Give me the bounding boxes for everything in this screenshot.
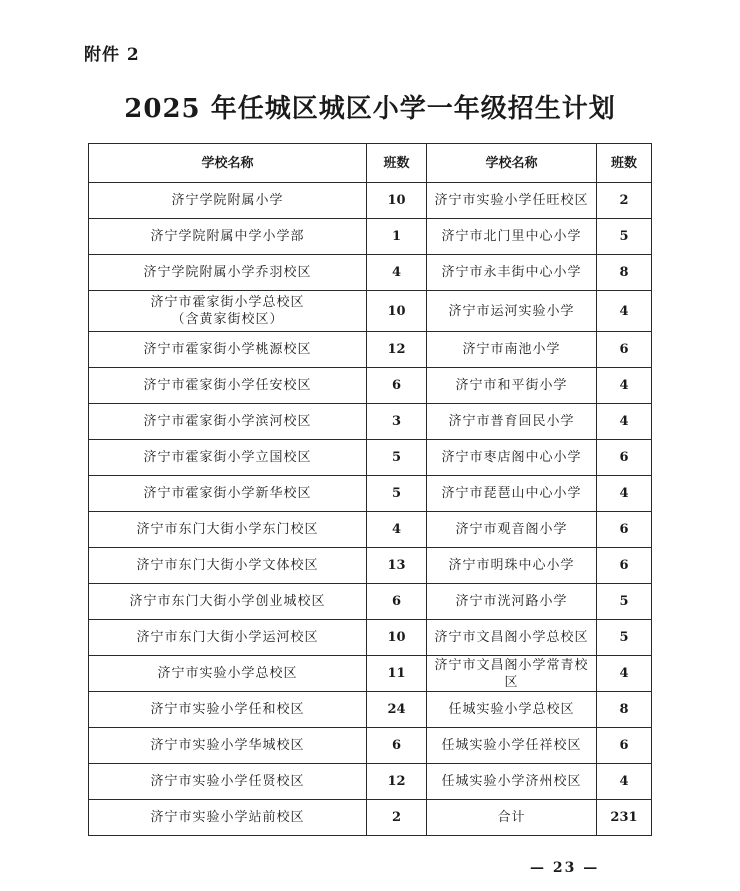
class-count-right: 5 bbox=[597, 620, 652, 656]
school-name-right: 济宁市运河实验小学 bbox=[427, 291, 597, 332]
table-row bbox=[89, 620, 652, 656]
school-name-right: 济宁市琵琶山中心小学 bbox=[427, 476, 597, 512]
school-name-left: 济宁市实验小学站前校区 bbox=[89, 800, 367, 836]
class-count-right: 231 bbox=[597, 800, 652, 836]
class-count-right: 6 bbox=[597, 440, 652, 476]
table-row bbox=[89, 219, 652, 255]
table-row bbox=[89, 332, 652, 368]
class-count-right: 8 bbox=[597, 692, 652, 728]
class-count-right: 6 bbox=[597, 332, 652, 368]
class-count-right: 6 bbox=[597, 728, 652, 764]
school-name-left: 济宁学院附属小学 bbox=[89, 183, 367, 219]
school-name-left: 济宁市霍家街小学桃源校区 bbox=[89, 332, 367, 368]
school-name-right: 济宁市明珠中心小学 bbox=[427, 548, 597, 584]
table-row bbox=[89, 476, 652, 512]
header-class-count-right: 班数 bbox=[597, 144, 652, 183]
class-count-left: 12 bbox=[367, 764, 427, 800]
class-count-right: 4 bbox=[597, 764, 652, 800]
school-name-right: 济宁市枣店阁中心小学 bbox=[427, 440, 597, 476]
class-count-right: 4 bbox=[597, 368, 652, 404]
table-row bbox=[89, 728, 652, 764]
school-name-right: 济宁市永丰街中心小学 bbox=[427, 255, 597, 291]
school-name-left: 济宁市实验小学华城校区 bbox=[89, 728, 367, 764]
school-name-right: 任城实验小学济州校区 bbox=[427, 764, 597, 800]
attachment-label: 附件 2 bbox=[84, 45, 140, 65]
school-name-right: 济宁市文昌阁小学总校区 bbox=[427, 620, 597, 656]
class-count-right: 6 bbox=[597, 548, 652, 584]
table-row bbox=[89, 291, 652, 332]
table-row bbox=[89, 368, 652, 404]
class-count-left: 1 bbox=[367, 219, 427, 255]
school-name-left: 济宁市东门大街小学东门校区 bbox=[89, 512, 367, 548]
school-name-right: 济宁市观音阁小学 bbox=[427, 512, 597, 548]
table-row bbox=[89, 183, 652, 219]
class-count-right: 4 bbox=[597, 476, 652, 512]
table-row bbox=[89, 404, 652, 440]
table-row bbox=[89, 656, 652, 692]
class-count-right: 6 bbox=[597, 512, 652, 548]
class-count-right: 4 bbox=[597, 656, 652, 692]
school-name-left: 济宁市霍家街小学新华校区 bbox=[89, 476, 367, 512]
class-count-right: 5 bbox=[597, 584, 652, 620]
school-name-right: 任城实验小学任祥校区 bbox=[427, 728, 597, 764]
school-name-right: 任城实验小学总校区 bbox=[427, 692, 597, 728]
class-count-left: 24 bbox=[367, 692, 427, 728]
school-name-left: 济宁市东门大街小学运河校区 bbox=[89, 620, 367, 656]
school-name-left: 济宁学院附属中学小学部 bbox=[89, 219, 367, 255]
table-row bbox=[89, 440, 652, 476]
table-row bbox=[89, 584, 652, 620]
class-count-left: 10 bbox=[367, 620, 427, 656]
page-title: 2025 年任城区城区小学一年级招生计划 bbox=[124, 94, 616, 124]
school-name-left: 济宁市东门大街小学文体校区 bbox=[89, 548, 367, 584]
class-count-right: 2 bbox=[597, 183, 652, 219]
table-row bbox=[89, 548, 652, 584]
class-count-left: 4 bbox=[367, 255, 427, 291]
table-row bbox=[89, 512, 652, 548]
school-name-right: 济宁市实验小学任旺校区 bbox=[427, 183, 597, 219]
class-count-left: 2 bbox=[367, 800, 427, 836]
class-count-right: 4 bbox=[597, 291, 652, 332]
enrollment-table bbox=[88, 143, 652, 836]
school-name-right: 济宁市南池小学 bbox=[427, 332, 597, 368]
school-name-left: 济宁市东门大街小学创业城校区 bbox=[89, 584, 367, 620]
class-count-left: 13 bbox=[367, 548, 427, 584]
school-name-left: 济宁市实验小学任和校区 bbox=[89, 692, 367, 728]
school-name-right: 济宁市洸河路小学 bbox=[427, 584, 597, 620]
table-row bbox=[89, 800, 652, 836]
class-count-right: 8 bbox=[597, 255, 652, 291]
school-name-left: 济宁市实验小学总校区 bbox=[89, 656, 367, 692]
class-count-left: 10 bbox=[367, 183, 427, 219]
class-count-left: 4 bbox=[367, 512, 427, 548]
class-count-left: 11 bbox=[367, 656, 427, 692]
school-name-left: 济宁市霍家街小学立国校区 bbox=[89, 440, 367, 476]
school-name-right: 济宁市和平街小学 bbox=[427, 368, 597, 404]
school-name-left: 济宁市实验小学任贤校区 bbox=[89, 764, 367, 800]
school-name-right: 合计 bbox=[427, 800, 597, 836]
school-name-right: 济宁市文昌阁小学常青校区 bbox=[427, 656, 597, 692]
header-school-name-right: 学校名称 bbox=[427, 144, 597, 183]
school-name-right: 济宁市普育回民小学 bbox=[427, 404, 597, 440]
header-school-name-left: 学校名称 bbox=[89, 144, 367, 183]
page-number: — 23 — bbox=[530, 860, 600, 876]
header-class-count-left: 班数 bbox=[367, 144, 427, 183]
school-name-right: 济宁市北门里中心小学 bbox=[427, 219, 597, 255]
school-name-left: 济宁市霍家街小学任安校区 bbox=[89, 368, 367, 404]
school-name-left: 济宁学院附属小学乔羽校区 bbox=[89, 255, 367, 291]
school-name-left: 济宁市霍家街小学总校区 （含黄家街校区） bbox=[89, 291, 367, 332]
class-count-left: 10 bbox=[367, 291, 427, 332]
school-name-left: 济宁市霍家街小学滨河校区 bbox=[89, 404, 367, 440]
class-count-left: 6 bbox=[367, 368, 427, 404]
class-count-left: 6 bbox=[367, 728, 427, 764]
table-header-row bbox=[89, 144, 652, 183]
table-row bbox=[89, 692, 652, 728]
table-row bbox=[89, 255, 652, 291]
class-count-right: 4 bbox=[597, 404, 652, 440]
class-count-left: 12 bbox=[367, 332, 427, 368]
class-count-right: 5 bbox=[597, 219, 652, 255]
class-count-left: 3 bbox=[367, 404, 427, 440]
class-count-left: 5 bbox=[367, 440, 427, 476]
table-row bbox=[89, 764, 652, 800]
class-count-left: 5 bbox=[367, 476, 427, 512]
class-count-left: 6 bbox=[367, 584, 427, 620]
